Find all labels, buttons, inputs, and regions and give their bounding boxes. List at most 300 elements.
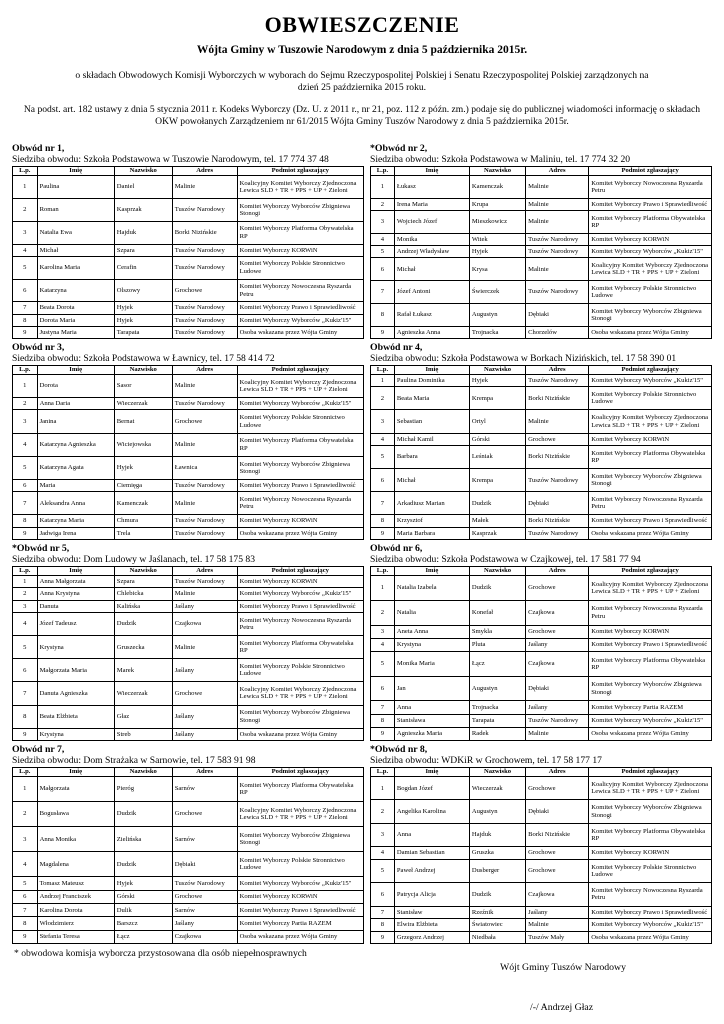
address: Czajkowa [526, 883, 589, 906]
nominating-committee: Komitet Wyborczy KORWiN [589, 625, 712, 638]
first-name: Dorota Maria [37, 314, 114, 326]
last-name: Hyjek [114, 456, 172, 479]
table-row [13, 398, 364, 410]
last-name: Hyjek [114, 877, 172, 890]
nominating-committee: Komitet Wyborczy Nowoczesna Ryszarda Petru [589, 492, 712, 515]
first-name: Damian Sebastian [394, 847, 469, 859]
table-row [371, 303, 712, 326]
address: Malinie [526, 727, 589, 740]
first-name: Małgorzata Maria [37, 659, 114, 682]
table-row [13, 302, 364, 314]
table-row [371, 281, 712, 304]
districts-grid [12, 143, 712, 947]
row-number: 2 [13, 588, 38, 600]
column-header: L.p. [13, 768, 38, 777]
first-name: Anna Monika [37, 827, 114, 852]
last-name: Krempa [469, 387, 525, 410]
nominating-committee: Komitet Wyborczy Polskie Stronnictwo Ludowe [237, 659, 363, 682]
address: Tuszów Narodowy [172, 244, 237, 256]
first-name: Józef Antoni [394, 281, 469, 304]
row-number: 5 [371, 859, 395, 882]
nominating-committee: Komitet Wyborczy Wyborców Zbigniewa Stonogi [589, 676, 712, 701]
first-name: Magdalena [37, 852, 114, 877]
table-row [13, 176, 364, 199]
row-number: 7 [371, 701, 395, 714]
table-header-row [13, 567, 364, 576]
first-name: Bogdan Józef [394, 777, 469, 800]
row-number: 6 [371, 883, 395, 906]
row-number: 9 [13, 326, 38, 338]
table-row [13, 221, 364, 244]
column-header: Podmiot zgłaszający [589, 366, 712, 375]
column-header: Adres [172, 167, 237, 176]
table-row [371, 931, 712, 943]
first-name: Danuta Agnieszka [37, 682, 114, 705]
address: Jaślany [526, 701, 589, 714]
row-number: 3 [13, 827, 38, 852]
last-name: Dudzik [114, 852, 172, 877]
last-name: Górski [114, 890, 172, 903]
row-number: 9 [371, 727, 395, 740]
table-row [371, 211, 712, 234]
column-header: L.p. [371, 567, 395, 576]
nominating-committee: Osoba wskazana przez Wójta Gminy [589, 527, 712, 539]
district-seat: Siedziba obwodu: Szkoła Podstawowa w Maliniu, tel. 17 774 32 20 [370, 154, 631, 165]
column-header: Podmiot zgłaszający [237, 768, 363, 777]
first-name: Małgorzata [37, 777, 114, 802]
nominating-committee: Koalicyjny Komitet Wyborczy Zjednoczona Lewica SLD + TR + PPS + UP + Zieloni [237, 176, 363, 199]
table-row [371, 823, 712, 846]
last-name: Augustyn [469, 303, 525, 326]
table-row [371, 919, 712, 931]
district-block [370, 543, 712, 744]
last-name: Małek [469, 515, 525, 527]
table-row [371, 176, 712, 199]
address: Malinie [526, 211, 589, 234]
column-header: Nazwisko [469, 567, 525, 576]
last-name: Streb [114, 728, 172, 740]
table-row [13, 852, 364, 877]
table-row [371, 469, 712, 492]
column-header: Adres [172, 567, 237, 576]
column-header: Imię [37, 366, 114, 375]
last-name: Barszcz [114, 917, 172, 930]
last-name: Kasprzak [469, 527, 525, 539]
column-header: Adres [526, 567, 589, 576]
column-header: Podmiot zgłaszający [237, 567, 363, 576]
nominating-committee: Komitet Wyborczy Prawo i Sprawiedliwość [237, 903, 363, 916]
row-number: 3 [13, 600, 38, 612]
first-name: Stefania Teresa [37, 930, 114, 943]
last-name: Smykla [469, 625, 525, 638]
table-row [13, 433, 364, 456]
row-number: 5 [13, 456, 38, 479]
row-number: 5 [13, 636, 38, 659]
column-header: Nazwisko [469, 768, 525, 777]
last-name: Dudzik [469, 576, 525, 601]
first-name: Jadwiga Irena [37, 527, 114, 539]
address: Jaślany [172, 728, 237, 740]
row-number: 9 [13, 527, 38, 539]
address: Tuszów Narodowy [172, 877, 237, 890]
last-name: Dudzik [469, 492, 525, 515]
last-name: Ortyl [469, 410, 525, 433]
table-row [13, 705, 364, 728]
table-row [371, 714, 712, 727]
nominating-committee: Komitet Wyborczy Polskie Stronnictwo Ludowe [237, 410, 363, 433]
nominating-committee: Komitet Wyborczy Wyborców „Kukiz'15" [237, 588, 363, 600]
first-name: Katarzyna Agata [37, 456, 114, 479]
nominating-committee: Komitet Wyborczy Partia RAZEM [237, 917, 363, 930]
address: Czajkowa [526, 600, 589, 625]
nominating-committee: Koalicyjny Komitet Wyborczy Zjednoczona Lewica SLD + TR + PPS + UP + Zieloni [589, 258, 712, 281]
address: Malinie [526, 410, 589, 433]
last-name: Leśniak [469, 445, 525, 468]
column-header: Adres [526, 768, 589, 777]
row-number: 7 [371, 906, 395, 918]
row-number: 9 [371, 931, 395, 943]
row-number: 3 [13, 221, 38, 244]
address: Tuszów Narodowy [172, 479, 237, 491]
table-row [13, 659, 364, 682]
table-row [371, 600, 712, 625]
first-name: Rafał Łukasz [394, 303, 469, 326]
nominating-committee: Koalicyjny Komitet Wyborczy Zjednoczona Lewica SLD + TR + PPS + UP + Zieloni [589, 777, 712, 800]
first-name: Janina [37, 410, 114, 433]
address: Grochowe [526, 625, 589, 638]
row-number: 1 [371, 176, 395, 199]
district-title: *Obwód nr 2, [370, 143, 428, 154]
address: Tuszów Narodowy [172, 314, 237, 326]
first-name: Barbara [394, 445, 469, 468]
nominating-committee: Komitet Wyborczy KORWiN [237, 244, 363, 256]
table-row [13, 198, 364, 221]
district-title: Obwód nr 1, [12, 143, 65, 154]
address: Jaślany [526, 638, 589, 651]
address: Tuszów Narodowy [526, 246, 589, 258]
table-row [13, 256, 364, 279]
table-row [13, 456, 364, 479]
first-name: Agnieszka Anna [394, 326, 469, 338]
nominating-committee: Osoba wskazana przez Wójta Gminy [237, 527, 363, 539]
address: Dębiaki [526, 676, 589, 701]
nominating-committee: Komitet Wyborczy Platforma Obywatelska RP [237, 777, 363, 802]
table-row [371, 701, 712, 714]
row-number: 7 [13, 682, 38, 705]
first-name: Włodzimierz [37, 917, 114, 930]
row-number: 2 [371, 600, 395, 625]
first-name: Łukasz [394, 176, 469, 199]
address: Tuszów Narodowy [526, 469, 589, 492]
first-name: Arkadiusz Marian [394, 492, 469, 515]
last-name: Gruszka [469, 847, 525, 859]
row-number: 3 [371, 823, 395, 846]
first-name: Justyna Maria [37, 326, 114, 338]
intro-paragraph: o składach Obwodowych Komisji Wyborczych w wyborach do Sejmu Rzeczypospolitej Polskiej i Senatu Rzeczypospolitej Polskiej zarządzonych na dzień 25 października 2015 roku. [75, 70, 649, 93]
row-number: 1 [13, 777, 38, 802]
nominating-committee: Koalicyjny Komitet Wyborczy Zjednoczona Lewica SLD + TR + PPS + UP + Zieloni [589, 576, 712, 601]
first-name: Andrzej Franciszek [37, 890, 114, 903]
address: Jaślany [172, 917, 237, 930]
nominating-committee: Komitet Wyborczy Platforma Obywatelska RP [237, 221, 363, 244]
first-name: Dorota [37, 375, 114, 398]
last-name: Olszowy [114, 279, 172, 302]
table-row [371, 246, 712, 258]
nominating-committee: Osoba wskazana przez Wójta Gminy [237, 728, 363, 740]
row-number: 4 [13, 244, 38, 256]
column-header: Nazwisko [469, 366, 525, 375]
table-row [13, 588, 364, 600]
table-header-row [371, 567, 712, 576]
district-block [370, 143, 712, 342]
column-header: Adres [526, 366, 589, 375]
last-name: Zielińska [114, 827, 172, 852]
address: Dębiaki [526, 800, 589, 823]
nominating-committee: Komitet Wyborczy KORWiN [589, 847, 712, 859]
table-row [371, 445, 712, 468]
last-name: Daniel [114, 176, 172, 199]
last-name: Wiciejowska [114, 433, 172, 456]
row-number: 8 [371, 515, 395, 527]
row-number: 4 [371, 233, 395, 245]
column-header: Podmiot zgłaszający [237, 366, 363, 375]
commission-table [12, 365, 364, 540]
nominating-committee: Komitet Wyborczy Prawo i Sprawiedliwość [589, 515, 712, 527]
last-name: Radek [469, 727, 525, 740]
address: Chorzelów [526, 326, 589, 338]
column-header: Nazwisko [469, 167, 525, 176]
row-number: 7 [13, 492, 38, 515]
nominating-committee: Komitet Wyborczy Wyborców Zbigniewa Stonogi [237, 705, 363, 728]
column-header: Podmiot zgłaszający [589, 768, 712, 777]
address: Borki Nizińskie [526, 387, 589, 410]
first-name: Monika [394, 233, 469, 245]
row-number: 3 [13, 410, 38, 433]
first-name: Krystyna [37, 636, 114, 659]
column-header: Podmiot zgłaszający [589, 567, 712, 576]
table-row [371, 625, 712, 638]
nominating-committee: Komitet Wyborczy Polskie Stronnictwo Ludowe [237, 852, 363, 877]
first-name: Michał [394, 258, 469, 281]
nominating-committee: Osoba wskazana przez Wójta Gminy [237, 326, 363, 338]
row-number: 5 [13, 256, 38, 279]
last-name: Trojnacka [469, 701, 525, 714]
row-number: 8 [371, 714, 395, 727]
commission-table [12, 566, 364, 741]
table-row [371, 727, 712, 740]
table-row [371, 576, 712, 601]
accessibility-footnote: * obwodowa komisja wyborcza przystosowana dla osób niepełnosprawnych [14, 948, 307, 959]
column-header: L.p. [13, 366, 38, 375]
row-number: 1 [13, 375, 38, 398]
table-row [13, 244, 364, 256]
row-number: 9 [371, 326, 395, 338]
row-number: 5 [371, 445, 395, 468]
district-block [12, 143, 364, 342]
table-row [13, 877, 364, 890]
nominating-committee: Koalicyjny Komitet Wyborczy Zjednoczona Lewica SLD + TR + PPS + UP + Zieloni [237, 802, 363, 827]
row-number: 3 [371, 625, 395, 638]
address: Malinie [526, 919, 589, 931]
address: Malinie [172, 636, 237, 659]
last-name: Hajduk [114, 221, 172, 244]
last-name: Wieczerzak [114, 682, 172, 705]
first-name: Maria Barbara [394, 527, 469, 539]
table-header-row [13, 167, 364, 176]
nominating-committee: Osoba wskazana przez Wójta Gminy [237, 930, 363, 943]
address: Tuszów Narodowy [526, 233, 589, 245]
column-header: Nazwisko [114, 366, 172, 375]
table-row [371, 233, 712, 245]
nominating-committee: Komitet Wyborczy Wyborców „Kukiz'15" [589, 375, 712, 387]
nominating-committee: Komitet Wyborczy Wyborców Zbigniewa Stonogi [589, 469, 712, 492]
first-name: Anna [394, 823, 469, 846]
address: Dębiaki [526, 303, 589, 326]
last-name: Dudzik [114, 802, 172, 827]
commission-table [12, 767, 364, 944]
commission-table [370, 365, 712, 540]
nominating-committee: Komitet Wyborczy Polskie Stronnictwo Ludowe [589, 387, 712, 410]
district-seat: Siedziba obwodu: Szkoła Podstawowa w Ławnicy, tel. 17 58 414 72 [12, 353, 275, 364]
row-number: 1 [371, 777, 395, 800]
row-number: 5 [371, 651, 395, 676]
district-seat: Siedziba obwodu: WDKiR w Grochowem, tel. 17 58 177 17 [370, 755, 602, 766]
table-row [13, 576, 364, 588]
row-number: 2 [371, 198, 395, 210]
address: Jaślany [172, 659, 237, 682]
address: Tuszów Mały [526, 931, 589, 943]
column-header: Nazwisko [114, 567, 172, 576]
table-row [13, 492, 364, 515]
row-number: 8 [13, 515, 38, 527]
first-name: Andrzej Władysław [394, 246, 469, 258]
nominating-committee: Komitet Wyborczy Prawo i Sprawiedliwość [237, 479, 363, 491]
address: Tuszów Narodowy [172, 398, 237, 410]
address: Malinie [526, 176, 589, 199]
table-row [13, 636, 364, 659]
address: Czajkowa [172, 930, 237, 943]
first-name: Beata Elżbieta [37, 705, 114, 728]
last-name: Krempa [469, 469, 525, 492]
first-name: Michał [394, 469, 469, 492]
nominating-committee: Komitet Wyborczy Nowoczesna Ryszarda Petru [237, 492, 363, 515]
district-block [12, 543, 364, 744]
last-name: Witek [469, 233, 525, 245]
table-row [371, 433, 712, 445]
last-name: Trojnacka [469, 326, 525, 338]
row-number: 6 [13, 659, 38, 682]
address: Grochowe [172, 802, 237, 827]
district-seat: Siedziba obwodu: Szkoła Podstawowa w Tuszowie Narodowym, tel. 17 774 37 48 [12, 154, 329, 165]
row-number: 3 [371, 410, 395, 433]
row-number: 7 [371, 281, 395, 304]
row-number: 6 [13, 890, 38, 903]
table-header-row [13, 768, 364, 777]
last-name: Hajduk [469, 823, 525, 846]
column-header: Adres [172, 366, 237, 375]
last-name: Konefał [469, 600, 525, 625]
address: Malinie [172, 588, 237, 600]
first-name: Stanisława [394, 714, 469, 727]
nominating-committee: Komitet Wyborczy Nowoczesna Ryszarda Petru [237, 279, 363, 302]
row-number: 8 [13, 314, 38, 326]
address: Dębiaki [172, 852, 237, 877]
district-seat: Siedziba obwodu: Szkoła Podstawowa w Czajkowej, tel. 17 581 77 94 [370, 554, 641, 565]
column-header: L.p. [371, 366, 395, 375]
column-header: Imię [394, 567, 469, 576]
first-name: Michał Kamil [394, 433, 469, 445]
last-name: Dulik [114, 903, 172, 916]
column-header: Podmiot zgłaszający [589, 167, 712, 176]
row-number: 6 [371, 258, 395, 281]
last-name: Rzeźnik [469, 906, 525, 918]
address: Tuszów Narodowy [172, 326, 237, 338]
table-row [13, 600, 364, 612]
district-seat: Siedziba obwodu: Szkoła Podstawowa w Borkach Nizińskich, tel. 17 58 390 01 [370, 353, 677, 364]
district-title: *Obwód nr 8, [370, 744, 428, 755]
table-row [13, 314, 364, 326]
first-name: Agnieszka Maria [394, 727, 469, 740]
first-name: Stanisław [394, 906, 469, 918]
row-number: 2 [371, 387, 395, 410]
address: Czajkowa [172, 612, 237, 635]
last-name: Łącz [469, 651, 525, 676]
nominating-committee: Komitet Wyborczy Platforma Obywatelska RP [237, 433, 363, 456]
nominating-committee: Komitet Wyborczy Nowoczesna Ryszarda Petru [589, 883, 712, 906]
row-number: 9 [371, 527, 395, 539]
last-name: Tarapata [469, 714, 525, 727]
column-header: Nazwisko [114, 768, 172, 777]
last-name: Dudzik [114, 612, 172, 635]
first-name: Angelika Karolina [394, 800, 469, 823]
district-title: *Obwód nr 5, [12, 543, 70, 554]
nominating-committee: Komitet Wyborczy Polskie Stronnictwo Ludowe [237, 256, 363, 279]
nominating-committee: Komitet Wyborczy KORWiN [589, 433, 712, 445]
signature: /-/ Andrzej Głaz [530, 1002, 594, 1013]
last-name: Krupa [469, 198, 525, 210]
nominating-committee: Komitet Wyborczy Nowoczesna Ryszarda Petru [589, 176, 712, 199]
row-number: 9 [13, 930, 38, 943]
address: Tuszów Narodowy [526, 281, 589, 304]
first-name: Paulina [37, 176, 114, 199]
column-header: Imię [37, 567, 114, 576]
address: Sarnów [172, 903, 237, 916]
nominating-committee: Komitet Wyborczy KORWiN [589, 233, 712, 245]
first-name: Katarzyna [37, 279, 114, 302]
district-title: Obwód nr 7, [12, 744, 65, 755]
last-name: Augustyn [469, 676, 525, 701]
last-name: Marek [114, 659, 172, 682]
first-name: Grzegorz Andrzej [394, 931, 469, 943]
table-row [13, 827, 364, 852]
first-name: Krystyna [37, 728, 114, 740]
table-header-row [371, 167, 712, 176]
row-number: 1 [371, 375, 395, 387]
nominating-committee: Koalicyjny Komitet Wyborczy Zjednoczona Lewica SLD + TR + PPS + UP + Zieloni [237, 375, 363, 398]
district-title: Obwód nr 6, [370, 543, 423, 554]
last-name: Dusberger [469, 859, 525, 882]
nominating-committee: Komitet Wyborczy Nowoczesna Ryszarda Petru [589, 600, 712, 625]
last-name: Kasprzak [114, 198, 172, 221]
address: Malinie [172, 176, 237, 199]
table-row [371, 410, 712, 433]
nominating-committee: Komitet Wyborczy Prawo i Sprawiedliwość [589, 906, 712, 918]
address: Tuszów Narodowy [526, 375, 589, 387]
first-name: Anna Małgorzata [37, 576, 114, 588]
table-row [371, 492, 712, 515]
first-name: Sebastian [394, 410, 469, 433]
last-name: Górski [469, 433, 525, 445]
